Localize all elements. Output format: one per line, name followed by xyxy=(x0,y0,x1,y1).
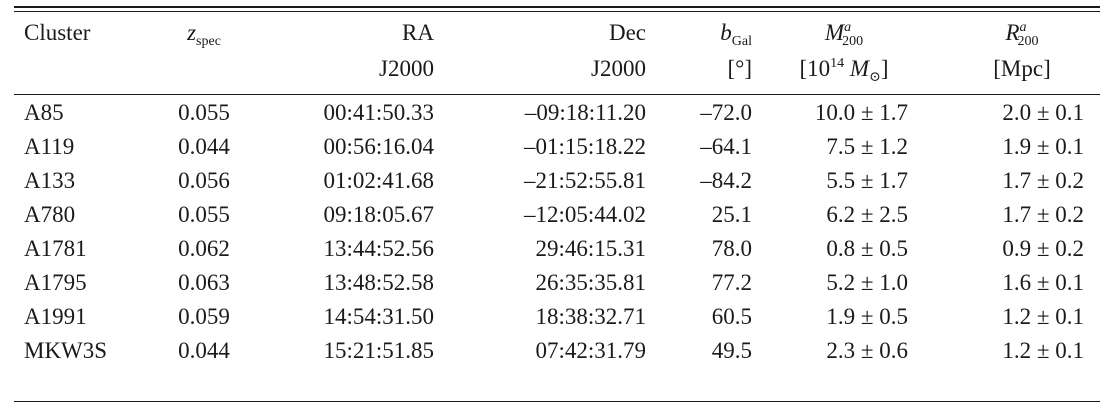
header-dec: Dec xyxy=(608,20,646,45)
cell-zspec: 0.044 xyxy=(178,134,230,159)
table-row xyxy=(14,266,1100,300)
cell-zspec: 0.062 xyxy=(178,236,230,261)
cell-dec: 29:46:15.31 xyxy=(535,236,646,261)
table-row xyxy=(14,198,1100,232)
cell-dec: –01:15:18.22 xyxy=(523,134,646,159)
cell-cluster: A780 xyxy=(24,202,76,227)
cell-r200: 1.2 ± 0.1 xyxy=(1002,304,1084,329)
cell-r200: 2.0 ± 0.1 xyxy=(1002,100,1084,125)
cell-ra: 13:44:52.56 xyxy=(323,236,434,261)
cell-zspec: 0.059 xyxy=(178,304,230,329)
cell-r200: 1.7 ± 0.2 xyxy=(1002,202,1084,227)
table-top-rule-thin xyxy=(14,11,1100,12)
header-bgal: $b_{Gal}$ xyxy=(720,20,752,49)
cell-m200: 10.0 ± 1.7 xyxy=(814,100,908,125)
header-r200: $R^a_{200}$ xyxy=(1005,20,1039,49)
cell-dec: 26:35:35.81 xyxy=(535,270,646,295)
cell-zspec: 0.044 xyxy=(178,338,230,363)
cell-bgal: 77.2 xyxy=(711,270,752,295)
cell-r200: 1.2 ± 0.1 xyxy=(1002,338,1084,363)
cell-ra: 14:54:31.50 xyxy=(323,304,434,329)
table-row xyxy=(14,300,1100,334)
cell-ra: 00:56:16.04 xyxy=(323,134,434,159)
cell-ra: 15:21:51.85 xyxy=(323,338,434,363)
cell-ra: 00:41:50.33 xyxy=(323,100,434,125)
header-r200-unit: [Mpc] xyxy=(993,56,1051,81)
cell-bgal: –72.0 xyxy=(700,100,752,125)
cell-bgal: 78.0 xyxy=(711,236,752,261)
cell-r200: 1.6 ± 0.1 xyxy=(1002,270,1084,295)
header-cluster: Cluster xyxy=(24,20,91,45)
header-ra: RA xyxy=(402,20,434,45)
table-bottom-rule xyxy=(14,401,1100,402)
cell-cluster: A119 xyxy=(24,134,75,159)
cell-m200: 6.2 ± 2.5 xyxy=(826,202,908,227)
header-m200: $M^a_{200}$ xyxy=(824,20,864,49)
cell-m200: 1.9 ± 0.5 xyxy=(826,304,908,329)
table-row xyxy=(14,334,1100,368)
table-row xyxy=(14,96,1100,130)
cell-ra: 01:02:41.68 xyxy=(323,168,434,193)
cell-bgal: 49.5 xyxy=(711,338,752,363)
cell-dec: –12:05:44.02 xyxy=(523,202,646,227)
table-body xyxy=(14,96,1100,368)
table-row xyxy=(14,164,1100,198)
cell-r200: 1.7 ± 0.2 xyxy=(1002,168,1084,193)
cell-dec: –09:18:11.20 xyxy=(524,100,646,125)
cell-r200: 1.9 ± 0.1 xyxy=(1002,134,1084,159)
header-zspec: $z_{spec}$ xyxy=(187,20,221,49)
cell-m200: 0.8 ± 0.5 xyxy=(826,236,908,261)
cell-zspec: 0.063 xyxy=(178,270,230,295)
cell-dec: 18:38:32.71 xyxy=(535,304,646,329)
cell-zspec: 0.055 xyxy=(178,202,230,227)
header-ra-unit: J2000 xyxy=(379,56,434,81)
cell-bgal: 25.1 xyxy=(711,202,752,227)
cell-ra: 13:48:52.58 xyxy=(323,270,434,295)
cell-m200: 5.2 ± 1.0 xyxy=(826,270,908,295)
table-row xyxy=(14,232,1100,266)
cell-m200: 2.3 ± 0.6 xyxy=(826,338,908,363)
cell-bgal: 60.5 xyxy=(711,304,752,329)
cell-m200: 5.5 ± 1.7 xyxy=(826,168,908,193)
table-row xyxy=(14,130,1100,164)
cell-cluster: A1781 xyxy=(24,236,87,261)
table-header xyxy=(14,16,1100,96)
cell-bgal: –64.1 xyxy=(700,134,752,159)
cell-cluster: A1991 xyxy=(24,304,87,329)
cell-cluster: A85 xyxy=(24,100,64,125)
cell-zspec: 0.056 xyxy=(178,168,230,193)
cell-r200: 0.9 ± 0.2 xyxy=(1002,236,1084,261)
cluster-table xyxy=(14,16,1100,368)
cell-dec: 07:42:31.79 xyxy=(535,338,646,363)
cell-dec: –21:52:55.81 xyxy=(523,168,646,193)
cell-ra: 09:18:05.67 xyxy=(323,202,434,227)
header-m200-unit: [$10^{14}$ $M_⊙$] xyxy=(799,56,889,85)
header-bgal-unit: [°] xyxy=(727,56,752,81)
cell-m200: 7.5 ± 1.2 xyxy=(826,134,908,159)
cell-cluster: MKW3S xyxy=(24,338,108,363)
header-dec-unit: J2000 xyxy=(591,56,646,81)
cell-cluster: A1795 xyxy=(24,270,87,295)
cell-zspec: 0.055 xyxy=(178,100,230,125)
cell-bgal: –84.2 xyxy=(700,168,752,193)
cell-cluster: A133 xyxy=(24,168,76,193)
table-top-rule-thick xyxy=(14,6,1100,8)
